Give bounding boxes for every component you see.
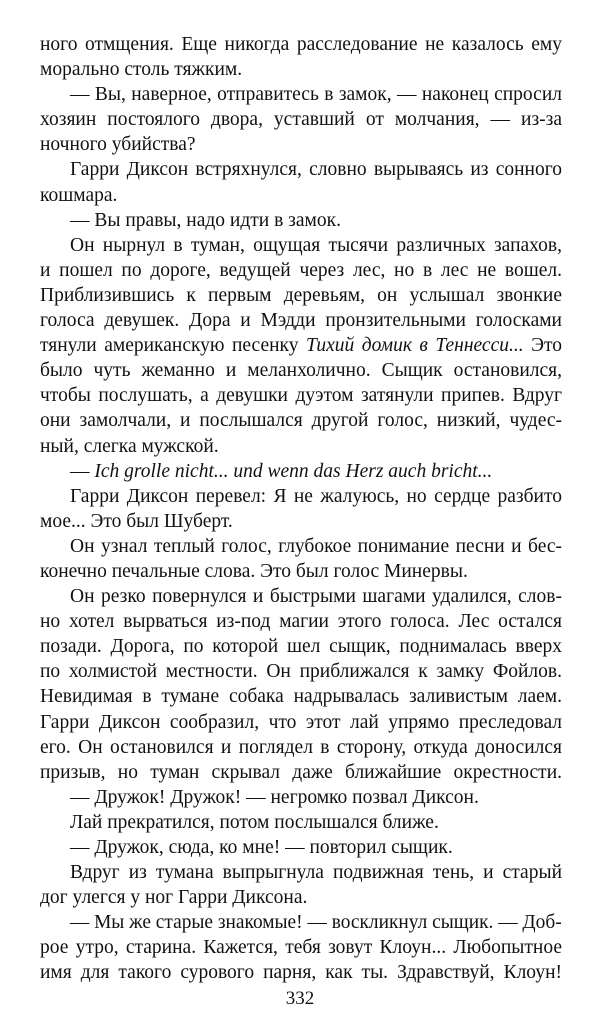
text-line [40, 484, 562, 509]
line-text: и пошел по дороге, ведущей через лес, но в лес не вошел. [40, 259, 562, 281]
text-line [40, 408, 562, 433]
line-text: Лай прекратился, потом послышался ближе. [70, 811, 439, 833]
text-line [40, 434, 562, 459]
line-text: — Вы правы, надо идти в замок. [70, 209, 341, 231]
book-page-text [40, 32, 562, 986]
line-text: — Дружок, сюда, ко мне! — повторил сыщик. [70, 837, 453, 858]
text-line [40, 459, 562, 484]
line-text: рое утро, старина. Кажется, тебя зовут Клоун... Любопытное [40, 937, 562, 959]
text-line [40, 308, 562, 333]
text-line [40, 609, 562, 634]
line-text: — Дружок! Дружок! — негромко позвал Диксон. [70, 786, 479, 808]
text-line [40, 509, 562, 534]
text-line [40, 960, 562, 985]
text-line [40, 208, 562, 233]
line-text: — Вы, наверное, отправитесь в замок, — наконец спросил [70, 84, 562, 106]
line-text: по холмистой местности. Он приближался к замку Фойлов. [40, 661, 562, 683]
text-line [40, 584, 562, 609]
line-text: мое... Это был Шуберт. [40, 510, 233, 532]
line-text: Невидимая в тумане собака надрывалась заливистым лаем. [40, 686, 562, 708]
line-text: они замолчали, и послышался другой голос, низкий, чудес- [40, 410, 562, 432]
text-line [40, 785, 562, 810]
line-text: Приблизившись к первым деревьям, он услышал звонкие [40, 284, 562, 306]
text-line [40, 283, 562, 308]
line-text: — [70, 460, 95, 482]
text-line [40, 935, 562, 960]
text-line [40, 333, 562, 358]
line-text: Он нырнул в туман, ощущая тысячи различных запахов, [70, 234, 562, 256]
text-line [40, 258, 562, 283]
line-text: Гарри Диксон сообразил, что этот лай упрямо преследовал [40, 711, 562, 733]
text-line [40, 233, 562, 258]
line-text: ный, слегка мужской. [40, 435, 219, 457]
text-line [40, 634, 562, 659]
line-text: имя для такого сурового парня, как ты. Здравствуй, Клоун! [40, 962, 562, 984]
text-line [40, 183, 562, 208]
text-line [40, 107, 562, 132]
text-line [40, 835, 562, 860]
text-line [40, 735, 562, 760]
line-text: было чуть жеманно и меланхолично. Сыщик остановился, [40, 360, 562, 382]
text-line [40, 534, 562, 559]
line-text: ночного убийства? [40, 134, 196, 156]
page-number: 332 [285, 988, 315, 1009]
line-text-tail: Это [523, 335, 563, 357]
text-line [40, 57, 562, 82]
line-text: но хотел вырваться из-под магии этого голоса. Лес остался [40, 611, 562, 633]
line-text: Он резко повернулся и быстрыми шагами удалился, слов- [70, 586, 562, 608]
line-text: Гарри Диксон перевел: Я не жалуюсь, но сердце разбито [70, 485, 562, 507]
text-line [40, 358, 562, 383]
line-text: морально столь тяжким. [40, 59, 243, 81]
italic-text: Тихий домик в Теннесси... [305, 335, 524, 357]
line-text: его. Он остановился и поглядел в сторону, откуда доносился [40, 736, 562, 758]
text-line [40, 559, 562, 584]
line-text: Вдруг из тумана выпрыгнула подвижная тень, и старый [70, 862, 562, 884]
text-line [40, 760, 562, 785]
italic-text: Ich grolle nicht... und wenn das Herz auch bricht... [94, 460, 493, 482]
line-text: ного отмщения. Еще никогда расследование не казалось ему [40, 34, 562, 55]
line-text: Он узнал теплый голос, глубокое понимание песни и бес- [70, 535, 562, 557]
line-text: призыв, но туман скрывал даже ближайшие окрестности. [40, 761, 562, 783]
line-text: голоса девушек. Дора и Мэдди пронзительными голосками [40, 310, 562, 332]
text-line [40, 684, 562, 709]
line-text: конечно печальные слова. Это был голос Минервы. [40, 560, 468, 582]
text-line [40, 32, 562, 57]
line-text: кошмара. [40, 184, 118, 206]
line-text: — Мы же старые знакомые! — воскликнул сыщик. — Доб- [69, 912, 562, 934]
text-line [40, 132, 562, 157]
line-text: хозяин постоялого двора, уставший от молчания, — из-за [40, 109, 562, 131]
line-text: чтобы послушать, а девушки дуэтом затянули припев. Вдруг [40, 385, 562, 407]
text-line [40, 82, 562, 107]
text-line [40, 810, 562, 835]
text-line [40, 157, 562, 182]
text-line [40, 383, 562, 408]
text-line [40, 710, 562, 735]
text-line [40, 659, 562, 684]
text-line [40, 885, 562, 910]
line-text: позади. Дорога, по которой шел сыщик, поднималась вверх [40, 636, 562, 658]
line-text: Гарри Диксон встряхнулся, словно вырываясь из сонного [70, 159, 562, 181]
line-text: дог улегся у ног Гарри Диксона. [40, 887, 308, 909]
text-line [40, 860, 562, 885]
text-line [40, 910, 592, 935]
line-text: тянули американскую песенку [40, 335, 306, 357]
